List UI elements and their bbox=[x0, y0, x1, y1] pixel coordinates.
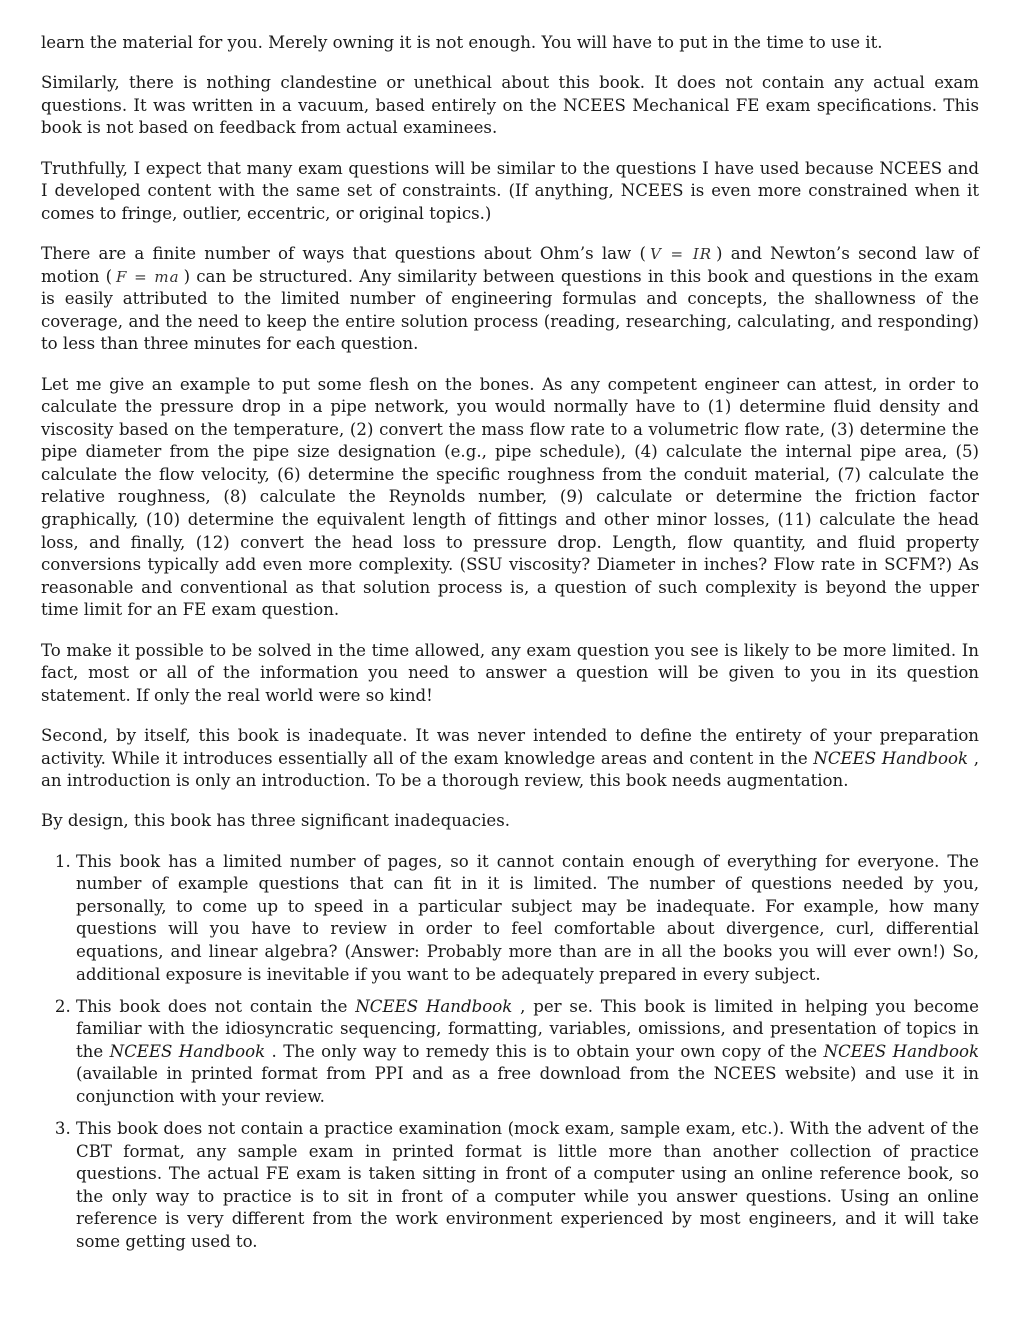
handbook-title: NCEES Handbook bbox=[813, 748, 969, 768]
text-segment: (available in printed format from PPI and as a free download from the NCEES website) and use it in conjunction with your review. bbox=[76, 1064, 979, 1106]
paragraph-intro-continuation: learn the material for you. Merely owning it is not enough. You will have to put in the time to use it. bbox=[41, 33, 883, 52]
text-segment: Second, by itself, this book is inadequate. It was never intended to define the entirety of your preparation activity. While it introduces essentially all of the exam knowledge areas and content in the bbox=[41, 726, 979, 768]
paragraph-inadequate bbox=[41, 725, 979, 793]
text-segment: . The only way to remedy this is to obtain your own copy of the bbox=[265, 1041, 824, 1061]
list-item bbox=[76, 996, 979, 1109]
equation-variable: ma bbox=[154, 267, 180, 286]
text-segment: , an introduction is only an introduction. To be a thorough review, this book needs augmentation. bbox=[41, 748, 979, 791]
equation-variable: V bbox=[649, 244, 662, 263]
equation-operator: = bbox=[670, 244, 685, 263]
equation-variable: IR bbox=[692, 244, 713, 263]
paragraph-finite-ways bbox=[41, 243, 979, 356]
text-segment: , per se. This book is limited in helping you become familiar with the idiosyncratic sequencing, formatting, variables, omissions, and presentation of topics in the bbox=[76, 996, 979, 1061]
text-segment: There are a finite number of ways that questions about Ohm’s law ( bbox=[41, 243, 646, 263]
handbook-title: NCEES Handbook bbox=[823, 1041, 979, 1061]
equation-ohms-law bbox=[646, 245, 716, 263]
text-segment: This book does not contain the bbox=[76, 996, 356, 1016]
list-item: 1. This book has a limited number of pages, so it cannot contain enough of everything for everyone. The number of example questions that can fit in it is limited. The number of questions needed by you, personally, to come up to speed in a particular subject may be inadequate. For example, how many questions will you have to review in order to feel comfortable about divergence, curl, differential equations, and linear algebra? (Answer: Probably more than are in all the books you will ever own!) So, additional exposure is inevitable if you want to be adequately prepared in every subject. bbox=[76, 851, 979, 987]
paragraph-no-clandestine: Similarly, there is nothing clandestine or unethical about this book. It does not contain any actual exam questions. It was written in a vacuum, based entirely on the NCEES Mechanical FE exam specifications. This book is not based on feedback from actual examinees. bbox=[41, 73, 979, 138]
text-segment: ) and Newton’s second law of motion ( bbox=[41, 243, 979, 286]
equation-variable: F bbox=[116, 267, 128, 286]
paragraph-pipe-example: Let me give an example to put some flesh on the bones. As any competent engineer can attest, in order to calculate the pressure drop in a pipe network, you would normally have to (1) determine fluid density and viscosity based on the temperature, (2) convert the mass flow rate to a volumetric flow rate, (3) determine the pipe diameter from the pipe size designation (e.g., pipe schedule), (4) calculate the internal pipe area, (5) calculate the flow velocity, (6) determine the specific roughness from the conduit material, (7) calculate the relative roughness, (8) calculate the Reynolds number, (9) calculate or determine the friction factor graphically, (10) determine the equivalent length of fittings and other minor losses, (11) calculate the head loss, and finally, (12) convert the head loss to pressure drop. Length, flow quantity, and fluid property conversions typically add even more complexity. (SSU viscosity? Diameter in inches? Flow rate in SCFM?) As reasonable and conventional as that solution process is, a question of such complexity is beyond the upper time limit for an FE exam question. bbox=[41, 374, 979, 620]
equation-operator: = bbox=[134, 267, 148, 286]
paragraph-three-inadequacies: By design, this book has three significant inadequacies. bbox=[41, 811, 510, 831]
handbook-title: NCEES Handbook bbox=[355, 996, 513, 1016]
paragraph-time-allowed: To make it possible to be solved in the time allowed, any exam question you see is likely to be more limited. In fact, most or all of the information you need to answer a question will be given to you in its question statement. If only the real world were so kind! bbox=[41, 640, 979, 705]
handbook-title: NCEES Handbook bbox=[109, 1041, 266, 1061]
text-segment: ) can be structured. Any similarity between questions in this book and questions in the exam is easily attributed to the limited number of engineering formulas and concepts, the shallowness of the coverage, and the need to keep the entire solution process (reading, researching, calculating, and responding) to less than three minutes for each question. bbox=[41, 266, 979, 354]
inadequacies-list bbox=[41, 851, 979, 1254]
paragraph-truthfully: Truthfully, I expect that many exam questions will be similar to the questions I have used because NCEES and I developed content with the same set of constraints. (If anything, NCEES is even more constrained when it comes to fringe, outlier, eccentric, or original topics.) bbox=[41, 158, 979, 223]
list-item: 3. This book does not contain a practice examination (mock exam, sample exam, etc.). With the advent of the CBT format, any sample exam in printed format is little more than another collection of practice questions. The actual FE exam is taken sitting in front of a computer using an online reference book, so the only way to practice is to sit in front of a computer while you answer questions. Using an online reference is very different from the work environment experienced by most engineers, and it will take some getting used to. bbox=[76, 1118, 979, 1254]
equation-newtons-law bbox=[112, 268, 184, 286]
document-page bbox=[41, 32, 979, 1263]
